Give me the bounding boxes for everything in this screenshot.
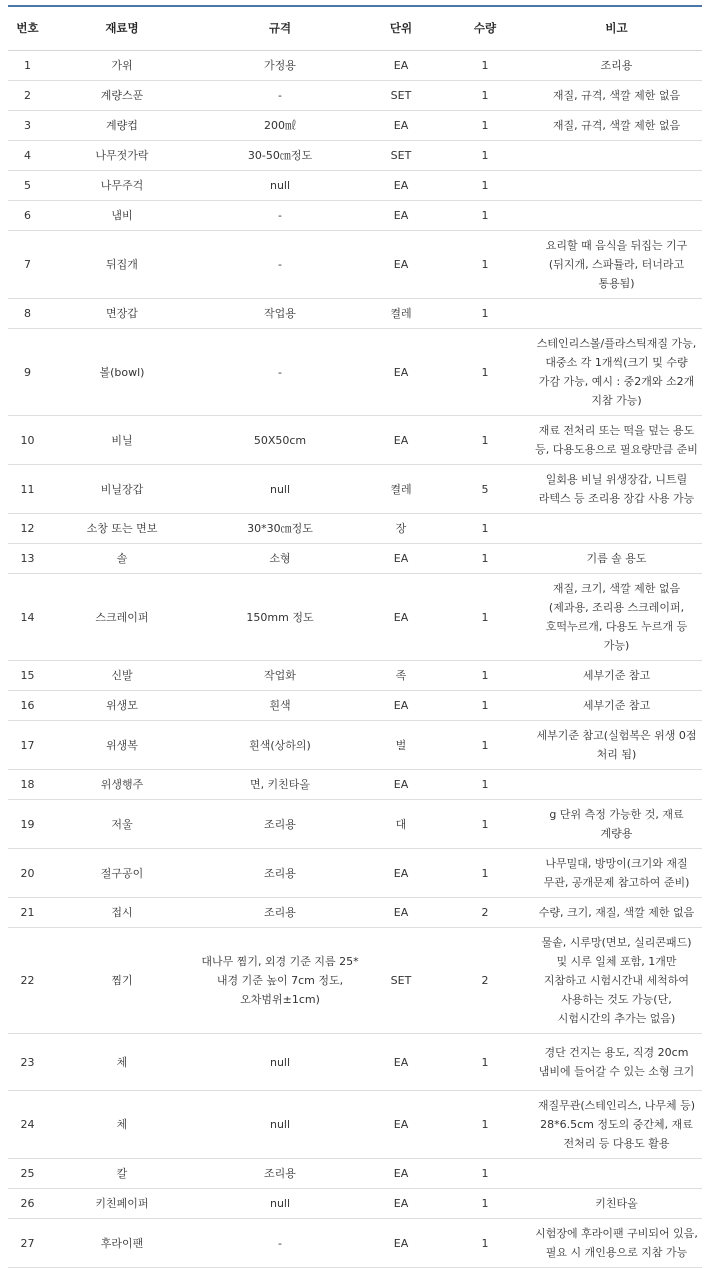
cell-name: 비닐 <box>47 416 197 465</box>
cell-name: 솔 <box>47 544 197 574</box>
cell-name: 신발 <box>47 661 197 691</box>
cell-unit: EA <box>363 51 439 81</box>
cell-name: 계량스푼 <box>47 81 197 111</box>
cell-name: 볼(bowl) <box>47 329 197 416</box>
cell-spec: null <box>197 465 363 514</box>
cell-unit: SET <box>363 141 439 171</box>
cell-name: 냄비 <box>47 201 197 231</box>
header-qty: 수량 <box>439 6 531 51</box>
cell-no: 12 <box>8 514 47 544</box>
table-row <box>8 329 702 416</box>
cell-no: 20 <box>8 849 47 898</box>
cell-qty: 1 <box>439 800 531 849</box>
cell-qty: 1 <box>439 721 531 770</box>
cell-name: 나무젓가락 <box>47 141 197 171</box>
table-row <box>8 111 702 141</box>
cell-note <box>531 141 702 171</box>
cell-unit: EA <box>363 898 439 928</box>
cell-qty: 1 <box>439 141 531 171</box>
cell-name: 스크레이퍼 <box>47 574 197 661</box>
cell-note: 재질, 크기, 색깔 제한 없음(제과용, 조리용 스크레이퍼, 호떡누르개, 다용도 누르개 등 가능) <box>531 574 702 661</box>
header-spec: 규격 <box>197 6 363 51</box>
cell-note: 물솥, 시루망(면보, 실리콘패드) 및 시루 일체 포함, 1개만 지참하고 시험시간내 세척하여 사용하는 것도 가능(단, 시험시간의 추가는 없음) <box>531 928 702 1034</box>
cell-spec: 면, 키친타올 <box>197 770 363 800</box>
cell-name: 절구공이 <box>47 849 197 898</box>
cell-note: 세부기준 참고 <box>531 661 702 691</box>
table-row <box>8 81 702 111</box>
table-row <box>8 544 702 574</box>
cell-note <box>531 514 702 544</box>
cell-unit: 벌 <box>363 721 439 770</box>
cell-qty: 2 <box>439 898 531 928</box>
cell-qty: 1 <box>439 1034 531 1091</box>
cell-unit: 장 <box>363 514 439 544</box>
cell-no: 18 <box>8 770 47 800</box>
table-row <box>8 1091 702 1159</box>
cell-no: 19 <box>8 800 47 849</box>
cell-spec: null <box>197 171 363 201</box>
cell-no: 16 <box>8 691 47 721</box>
cell-no: 25 <box>8 1159 47 1189</box>
cell-unit: EA <box>363 231 439 299</box>
cell-spec: 조리용 <box>197 800 363 849</box>
cell-qty: 1 <box>439 329 531 416</box>
cell-no: 7 <box>8 231 47 299</box>
cell-no: 26 <box>8 1189 47 1219</box>
table-row <box>8 465 702 514</box>
cell-no: 4 <box>8 141 47 171</box>
cell-qty: 5 <box>439 465 531 514</box>
table-row <box>8 1219 702 1268</box>
cell-spec: 흰색 <box>197 691 363 721</box>
cell-spec: 30-50㎝정도 <box>197 141 363 171</box>
cell-qty: 1 <box>439 111 531 141</box>
cell-no: 3 <box>8 111 47 141</box>
cell-name: 후라이팬 <box>47 1219 197 1268</box>
cell-unit: EA <box>363 1159 439 1189</box>
cell-spec: 조리용 <box>197 898 363 928</box>
cell-unit: EA <box>363 691 439 721</box>
cell-unit: 대 <box>363 800 439 849</box>
cell-qty: 1 <box>439 661 531 691</box>
cell-unit: EA <box>363 329 439 416</box>
cell-note: 세부기준 참고(실험복은 위생 0점 처리 됨) <box>531 721 702 770</box>
cell-spec: 150mm 정도 <box>197 574 363 661</box>
cell-no: 27 <box>8 1219 47 1268</box>
cell-qty: 1 <box>439 231 531 299</box>
table-row <box>8 661 702 691</box>
cell-spec: - <box>197 1219 363 1268</box>
table-row <box>8 770 702 800</box>
cell-name: 위생행주 <box>47 770 197 800</box>
cell-unit: EA <box>363 111 439 141</box>
cell-qty: 1 <box>439 201 531 231</box>
cell-no: 21 <box>8 898 47 928</box>
cell-qty: 1 <box>439 544 531 574</box>
cell-no: 9 <box>8 329 47 416</box>
table-row <box>8 171 702 201</box>
cell-spec: 작업화 <box>197 661 363 691</box>
cell-note: 경단 건지는 용도, 직경 20cm 냄비에 들어갈 수 있는 소형 크기 <box>531 1034 702 1091</box>
cell-spec: - <box>197 231 363 299</box>
cell-name: 가위 <box>47 51 197 81</box>
cell-note: 기름 솔 용도 <box>531 544 702 574</box>
cell-qty: 1 <box>439 416 531 465</box>
table-row <box>8 51 702 81</box>
cell-spec: 50X50cm <box>197 416 363 465</box>
header-note: 비고 <box>531 6 702 51</box>
cell-no: 8 <box>8 299 47 329</box>
cell-name: 나무주걱 <box>47 171 197 201</box>
cell-unit: SET <box>363 81 439 111</box>
cell-unit: EA <box>363 1219 439 1268</box>
cell-note: 키친타올 <box>531 1189 702 1219</box>
cell-qty: 1 <box>439 1159 531 1189</box>
cell-note <box>531 770 702 800</box>
cell-name: 체 <box>47 1034 197 1091</box>
cell-note: 수량, 크기, 재질, 색깔 제한 없음 <box>531 898 702 928</box>
cell-qty: 1 <box>439 1189 531 1219</box>
cell-qty: 1 <box>439 1219 531 1268</box>
cell-name: 저울 <box>47 800 197 849</box>
cell-unit: 켤레 <box>363 465 439 514</box>
cell-spec: 200㎖ <box>197 111 363 141</box>
cell-note: 스테인리스볼/플라스틱재질 가능, 대중소 각 1개씩(크기 및 수량 가감 가능, 예시 : 중2개와 소2개 지참 가능) <box>531 329 702 416</box>
cell-spec: - <box>197 201 363 231</box>
cell-unit: EA <box>363 770 439 800</box>
cell-no: 14 <box>8 574 47 661</box>
table-row <box>8 1159 702 1189</box>
cell-no: 6 <box>8 201 47 231</box>
cell-spec: 소형 <box>197 544 363 574</box>
cell-qty: 1 <box>439 81 531 111</box>
cell-spec: 30*30㎝정도 <box>197 514 363 544</box>
header-row <box>8 6 702 51</box>
table-row <box>8 201 702 231</box>
table-row <box>8 691 702 721</box>
cell-unit: EA <box>363 1091 439 1159</box>
cell-no: 15 <box>8 661 47 691</box>
header-unit: 단위 <box>363 6 439 51</box>
cell-spec: 조리용 <box>197 1159 363 1189</box>
cell-note: 나무밀대, 방망이(크기와 재질 무관, 공개문제 참고하여 준비) <box>531 849 702 898</box>
cell-name: 체 <box>47 1091 197 1159</box>
cell-no: 17 <box>8 721 47 770</box>
cell-name: 찜기 <box>47 928 197 1034</box>
cell-note: 재질무관(스테인리스, 나무체 등) 28*6.5cm 정도의 중간체, 재료 전처리 등 다용도 활용 <box>531 1091 702 1159</box>
table-row <box>8 231 702 299</box>
cell-unit: 족 <box>363 661 439 691</box>
cell-unit: EA <box>363 1034 439 1091</box>
table-row <box>8 299 702 329</box>
table-row <box>8 514 702 544</box>
cell-note <box>531 299 702 329</box>
cell-unit: EA <box>363 201 439 231</box>
cell-qty: 1 <box>439 171 531 201</box>
cell-note: 세부기준 참고 <box>531 691 702 721</box>
cell-no: 22 <box>8 928 47 1034</box>
cell-name: 키친페이퍼 <box>47 1189 197 1219</box>
cell-no: 1 <box>8 51 47 81</box>
cell-qty: 2 <box>439 928 531 1034</box>
cell-qty: 1 <box>439 514 531 544</box>
cell-note: 재질, 규격, 색깔 제한 없음 <box>531 81 702 111</box>
cell-name: 소창 또는 면보 <box>47 514 197 544</box>
cell-unit: EA <box>363 1189 439 1219</box>
table-row <box>8 928 702 1034</box>
cell-unit: EA <box>363 849 439 898</box>
table-row <box>8 1034 702 1091</box>
cell-spec: null <box>197 1189 363 1219</box>
cell-name: 접시 <box>47 898 197 928</box>
cell-no: 13 <box>8 544 47 574</box>
cell-spec: - <box>197 329 363 416</box>
cell-unit: 켤레 <box>363 299 439 329</box>
cell-no: 2 <box>8 81 47 111</box>
cell-name: 칼 <box>47 1159 197 1189</box>
cell-note: 재료 전처리 또는 떡을 덮는 용도 등, 다용도용으로 필요량만큼 준비 <box>531 416 702 465</box>
cell-name: 면장갑 <box>47 299 197 329</box>
cell-spec: 대나무 찜기, 외경 기준 지름 25*내경 기준 높이 7cm 정도, 오차범위±1cm) <box>197 928 363 1034</box>
cell-unit: EA <box>363 416 439 465</box>
cell-note: g 단위 측정 가능한 것, 재료 계량용 <box>531 800 702 849</box>
table-row <box>8 1189 702 1219</box>
cell-name: 뒤집개 <box>47 231 197 299</box>
cell-name: 위생복 <box>47 721 197 770</box>
cell-unit: EA <box>363 574 439 661</box>
cell-qty: 1 <box>439 574 531 661</box>
cell-no: 24 <box>8 1091 47 1159</box>
cell-name: 비닐장갑 <box>47 465 197 514</box>
cell-spec: 조리용 <box>197 849 363 898</box>
table-row <box>8 416 702 465</box>
cell-no: 10 <box>8 416 47 465</box>
cell-note: 일회용 비닐 위생장갑, 니트릴 라텍스 등 조리용 장갑 사용 가능 <box>531 465 702 514</box>
cell-note: 요리할 때 음식을 뒤집는 기구(뒤지개, 스파튤라, 터너라고 통용됨) <box>531 231 702 299</box>
cell-spec: 가정용 <box>197 51 363 81</box>
cell-spec: null <box>197 1091 363 1159</box>
cell-no: 23 <box>8 1034 47 1091</box>
table-row <box>8 141 702 171</box>
cell-spec: - <box>197 81 363 111</box>
cell-note: 재질, 규격, 색깔 제한 없음 <box>531 111 702 141</box>
cell-qty: 1 <box>439 1091 531 1159</box>
table-row <box>8 721 702 770</box>
cell-name: 계량컵 <box>47 111 197 141</box>
cell-no: 11 <box>8 465 47 514</box>
cell-unit: EA <box>363 171 439 201</box>
cell-spec: null <box>197 1034 363 1091</box>
cell-qty: 1 <box>439 51 531 81</box>
table-row <box>8 898 702 928</box>
cell-qty: 1 <box>439 849 531 898</box>
cell-unit: SET <box>363 928 439 1034</box>
cell-qty: 1 <box>439 770 531 800</box>
cell-spec: 흰색(상하의) <box>197 721 363 770</box>
table-row <box>8 800 702 849</box>
table-row <box>8 574 702 661</box>
header-name: 재료명 <box>47 6 197 51</box>
cell-note: 시험장에 후라이팬 구비되어 있음, 필요 시 개인용으로 지참 가능 <box>531 1219 702 1268</box>
cell-qty: 1 <box>439 691 531 721</box>
cell-note <box>531 171 702 201</box>
cell-spec: 작업용 <box>197 299 363 329</box>
cell-note: 조리용 <box>531 51 702 81</box>
cell-note <box>531 201 702 231</box>
cell-qty: 1 <box>439 299 531 329</box>
cell-name: 위생모 <box>47 691 197 721</box>
cell-note <box>531 1159 702 1189</box>
table-row <box>8 849 702 898</box>
materials-table <box>8 5 702 1268</box>
cell-unit: EA <box>363 544 439 574</box>
cell-no: 5 <box>8 171 47 201</box>
header-no: 번호 <box>8 6 47 51</box>
